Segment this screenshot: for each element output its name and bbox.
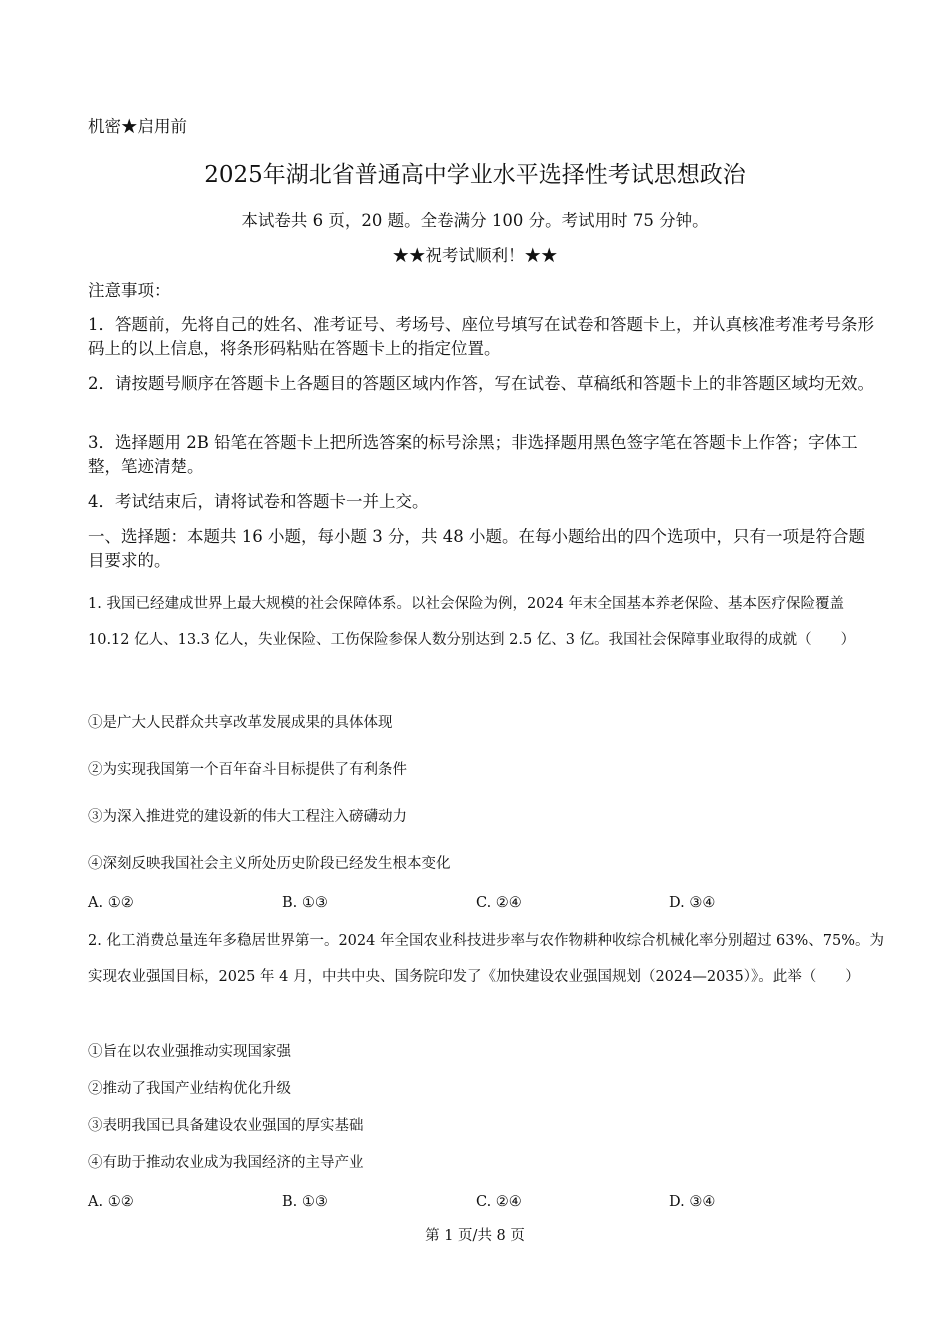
statement: ③为深入推进党的建设新的伟大工程注入磅礴动力 bbox=[88, 809, 407, 825]
option-b: B. ①③ bbox=[282, 895, 328, 911]
statement: ④有助于推动农业成为我国经济的主导产业 bbox=[88, 1155, 364, 1171]
statement: ①是广大人民群众共享改革发展成果的具体体现 bbox=[88, 715, 393, 731]
good-luck: ★★祝考试顺利！★★ bbox=[392, 246, 558, 265]
option-b: B. ①③ bbox=[282, 1194, 328, 1210]
statement: ③表明我国已具备建设农业强国的厚实基础 bbox=[88, 1118, 364, 1134]
option-a: A. ①② bbox=[88, 1194, 134, 1210]
notes-heading: 注意事项： bbox=[88, 281, 171, 300]
option-c: C. ②④ bbox=[476, 895, 522, 911]
statement: ④深刻反映我国社会主义所处历史阶段已经发生根本变化 bbox=[88, 856, 451, 872]
note-item: 2．请按题号顺序在答题卡上各题目的答题区域内作答，写在试卷、草稿纸和答题卡上的非答题区域均无效。 bbox=[88, 374, 874, 393]
statement: ②推动了我国产业结构优化升级 bbox=[88, 1081, 291, 1097]
option-c: C. ②④ bbox=[476, 1194, 522, 1210]
question-stem: 1. 我国已经建成世界上最大规模的社会保障体系。以社会保险为例，2024 年末全国基本养老保险、基本医疗保险覆盖 10.12 亿人、13.3 亿人，失业保险、工伤保险参保人数分别达到 2.5 亿、3 亿。我国社会保障事业取得的成就（ ） bbox=[88, 596, 856, 648]
option-a: A. ①② bbox=[88, 895, 134, 911]
option-d: D. ③④ bbox=[669, 895, 716, 911]
confidential-label: 机密★启用前 bbox=[88, 117, 187, 136]
statement: ②为实现我国第一个百年奋斗目标提供了有利条件 bbox=[88, 762, 407, 778]
note-item: 3．选择题用 2B 铅笔在答题卡上把所选答案的标号涂黑；非选择题用黑色签字笔在答题卡上作答；字体工整，笔迹清楚。 bbox=[88, 433, 858, 476]
question-stem: 2. 化工消费总量连年多稳居世界第一。2024 年全国农业科技进步率与农作物耕种收综合机械化率分别超过 63%、75%。为实现农业强国目标，2025 年 4 月，中共中央、国务院印发了《加快建设农业强国规划（2024—2035）》。此举（ ） bbox=[88, 933, 885, 985]
exam-info: 本试卷共 6 页，20 题。全卷满分 100 分。考试用时 75 分钟。 bbox=[241, 211, 709, 230]
page-footer: 第 1 页/共 8 页 bbox=[425, 1228, 525, 1244]
note-item: 1．答题前，先将自己的姓名、准考证号、考场号、座位号填写在试卷和答题卡上，并认真核准考准考号条形码上的以上信息，将条形码粘贴在答题卡上的指定位置。 bbox=[88, 315, 874, 358]
note-item: 4．考试结束后，请将试卷和答题卡一并上交。 bbox=[88, 492, 429, 511]
option-d: D. ③④ bbox=[669, 1194, 716, 1210]
section-heading: 一、选择题：本题共 16 小题，每小题 3 分，共 48 小题。在每小题给出的四个选项中，只有一项是符合题目要求的。 bbox=[88, 527, 865, 570]
page-title: 2025年湖北省普通高中学业水平选择性考试思想政治 bbox=[204, 162, 746, 188]
statement: ①旨在以农业强推动实现国家强 bbox=[88, 1044, 291, 1060]
